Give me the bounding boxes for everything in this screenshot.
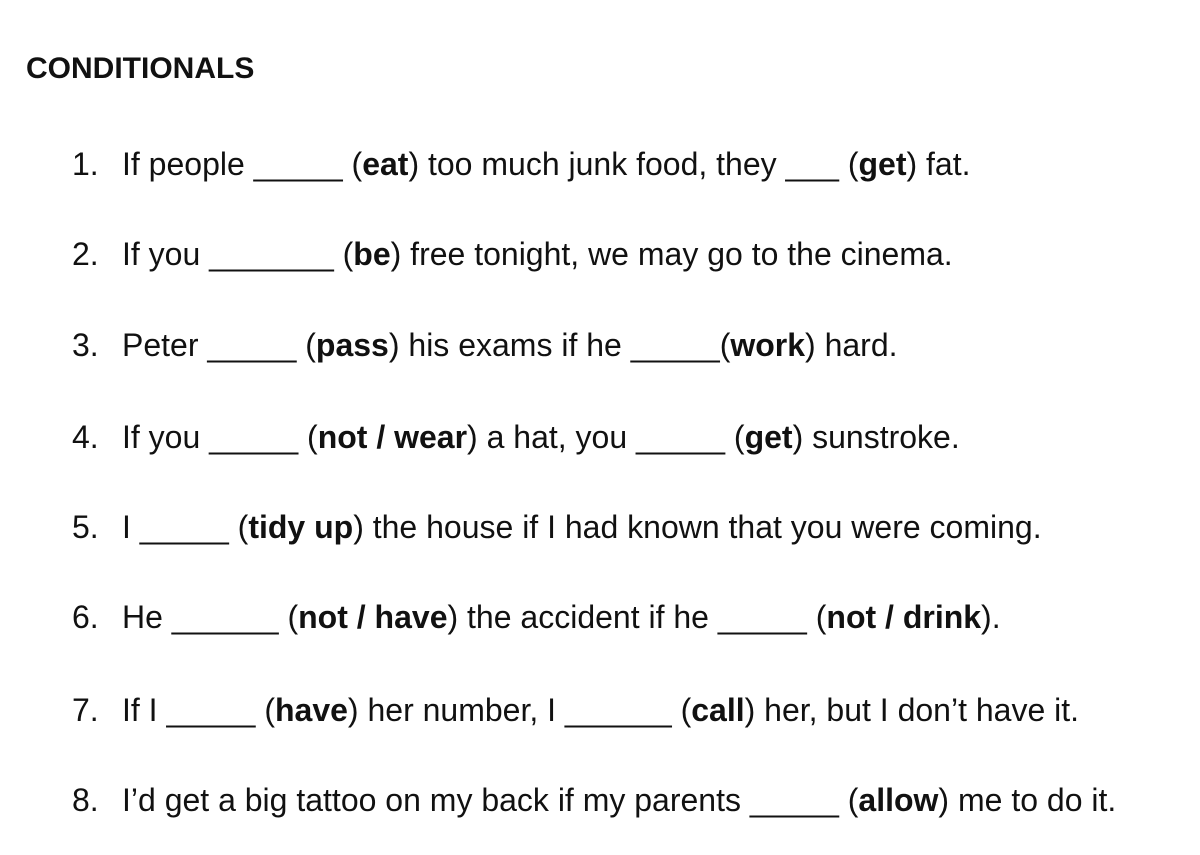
exercise-number: 3. <box>72 327 99 363</box>
verb-prompt: not / wear <box>317 419 468 455</box>
sentence-text: I’d get a big tattoo on my back if my parents _____ ( <box>122 782 859 818</box>
sentence-text: ) his exams if he _____( <box>388 327 731 363</box>
sentence-text: ) fat. <box>906 146 971 182</box>
exercise-sentence <box>122 236 953 272</box>
exercise-sentence <box>122 599 1001 635</box>
exercise-number: 8. <box>72 782 99 818</box>
exercise-item <box>72 507 1042 547</box>
verb-prompt: not / drink <box>826 599 982 635</box>
exercise-item <box>72 144 970 184</box>
verb-prompt: call <box>691 692 745 728</box>
verb-prompt: eat <box>362 146 409 182</box>
sentence-text: ) too much junk food, they ___ ( <box>408 146 859 182</box>
exercise-sentence <box>122 782 1116 818</box>
verb-prompt: not / have <box>298 599 448 635</box>
exercise-number: 1. <box>72 146 99 182</box>
exercise-sentence <box>122 692 1079 728</box>
verb-prompt: get <box>858 146 907 182</box>
sentence-text: ) her, but I don’t have it. <box>744 692 1080 728</box>
sentence-text: ) her number, I ______ ( <box>347 692 692 728</box>
exercise-item <box>72 417 960 457</box>
verb-prompt: allow <box>858 782 939 818</box>
sentence-text: ). <box>981 599 1001 635</box>
exercise-number: 7. <box>72 692 99 728</box>
exercise-sentence <box>122 509 1042 545</box>
sentence-text: ) free tonight, we may go to the cinema. <box>390 236 953 272</box>
exercise-item <box>72 597 1001 637</box>
page-title: CONDITIONALS <box>26 52 255 85</box>
exercise-sentence <box>122 419 960 455</box>
verb-prompt: pass <box>315 327 389 363</box>
exercise-sentence <box>122 146 970 182</box>
sentence-text: He ______ ( <box>122 599 299 635</box>
sentence-text: ) a hat, you _____ ( <box>467 419 745 455</box>
sentence-text: ) the house if I had known that you were coming. <box>353 509 1042 545</box>
exercise-number: 4. <box>72 419 99 455</box>
exercise-number: 5. <box>72 509 99 545</box>
sentence-text: If you _______ ( <box>122 236 354 272</box>
sentence-text: ) sunstroke. <box>792 419 960 455</box>
exercise-item <box>72 234 953 274</box>
exercise-number: 2. <box>72 236 99 272</box>
sentence-text: ) me to do it. <box>938 782 1117 818</box>
verb-prompt: get <box>744 419 793 455</box>
verb-prompt: be <box>353 236 391 272</box>
sentence-text: ) the accident if he _____ ( <box>447 599 827 635</box>
exercise-item <box>72 325 898 365</box>
exercise-number: 6. <box>72 599 99 635</box>
verb-prompt: tidy up <box>248 509 354 545</box>
exercise-sentence <box>122 327 898 363</box>
sentence-text: If I _____ ( <box>122 692 275 728</box>
exercise-item <box>72 690 1079 730</box>
sentence-text: Peter _____ ( <box>122 327 316 363</box>
verb-prompt: have <box>274 692 348 728</box>
sentence-text: ) hard. <box>805 327 898 363</box>
sentence-text: If people _____ ( <box>122 146 363 182</box>
sentence-text: I _____ ( <box>122 509 249 545</box>
exercise-item <box>72 780 1116 820</box>
verb-prompt: work <box>730 327 806 363</box>
sentence-text: If you _____ ( <box>122 419 318 455</box>
